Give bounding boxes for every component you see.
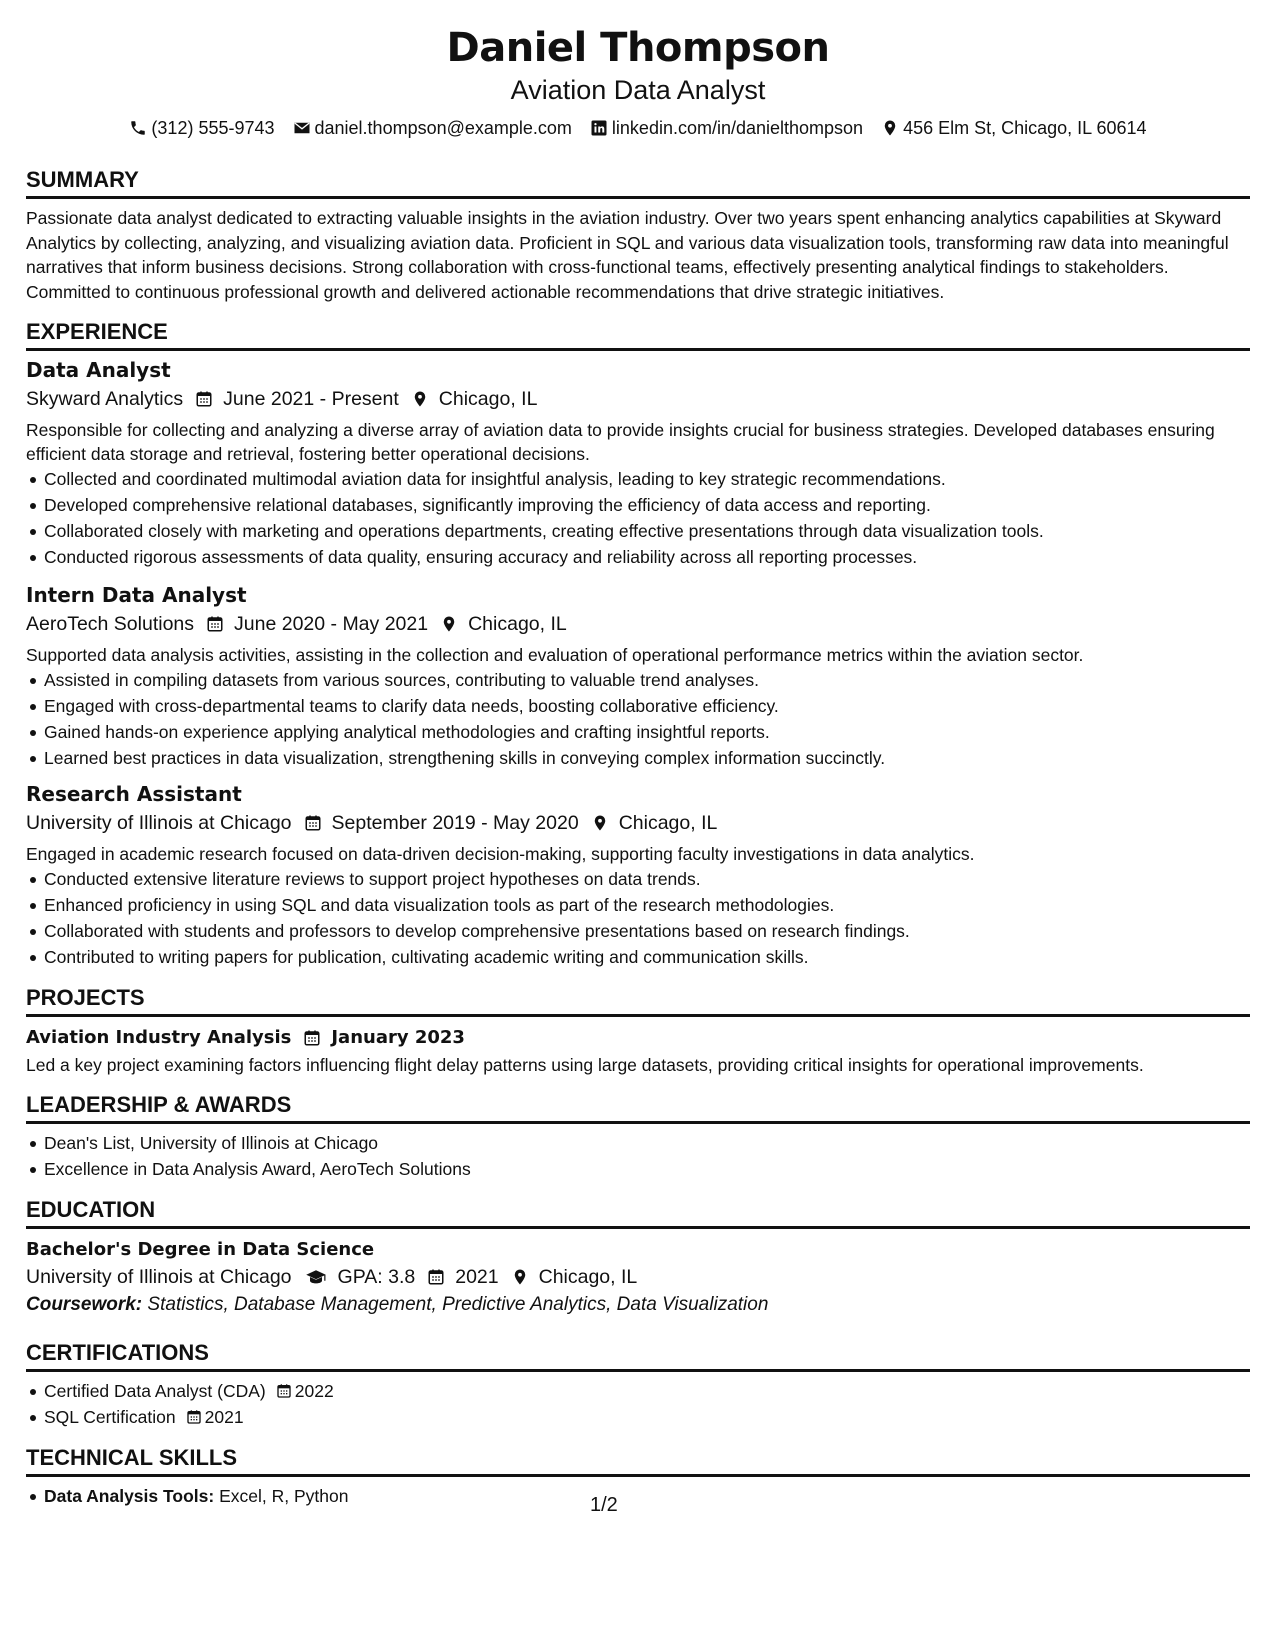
list-item xyxy=(26,1483,1250,1509)
cert-date-group xyxy=(276,1378,334,1404)
section-title: PROJECTS xyxy=(26,984,1250,1017)
job-location: Chicago, IL xyxy=(468,613,567,635)
contact-email[interactable] xyxy=(293,116,572,140)
page-number: 1/2 xyxy=(590,1494,618,1516)
summary-text: Passionate data analyst dedicated to extracting valuable insights in the aviation industry. Over two years spent enhancing analytics capabilities at Skyward Analytics by collecting, analyzing, and visualizing aviation data. Proficient in SQL and various data visualization tools, transforming raw data into meaningful narratives that inform business decisions. Strong collaboration with cross-functional teams, effectively presenting analytical findings to stakeholders. Committed to continuous professional growth and delivered actionable recommendations that drive strategic initiatives. xyxy=(26,208,1229,302)
address-text: 456 Elm St, Chicago, IL 60614 xyxy=(903,118,1147,138)
gpa-group xyxy=(304,1263,416,1291)
job-dates-group xyxy=(195,385,399,413)
candidate-name: Daniel Thompson xyxy=(446,25,830,71)
list-item: Conducted extensive literature reviews to support project hypotheses on data trends. xyxy=(26,866,1250,892)
list-item: Gained hands-on experience applying analytical methodologies and crafting insightful reports. xyxy=(26,719,1250,745)
list-item xyxy=(26,1404,1250,1430)
coursework-label: Coursework: xyxy=(26,1294,143,1315)
project-date: January 2023 xyxy=(331,1027,465,1048)
list-item xyxy=(26,1378,1250,1404)
job-entry xyxy=(26,580,1250,771)
job-bullets xyxy=(26,667,1250,771)
section-title: TECHNICAL SKILLS xyxy=(26,1444,1250,1477)
skills-section xyxy=(26,1444,1250,1509)
resume-page xyxy=(26,22,1250,1509)
cert-date-group xyxy=(186,1404,244,1430)
project-header xyxy=(26,1025,1250,1051)
job-meta xyxy=(26,809,1250,837)
cert-year: 2021 xyxy=(204,1407,244,1427)
calendar-icon xyxy=(303,1029,321,1047)
calendar-icon xyxy=(186,1409,202,1425)
contact-phone xyxy=(129,116,274,140)
list-item: Collected and coordinated multimodal aviation data for insightful analysis, leading to key strategic recommendations. xyxy=(26,466,1250,492)
job-company: AeroTech Solutions xyxy=(26,613,195,635)
skill-label: Data Analysis Tools: xyxy=(44,1486,215,1506)
job-bullets xyxy=(26,866,1250,970)
contact-address xyxy=(881,116,1146,140)
list-item: Developed comprehensive relational databases, significantly improving the efficiency of data access and reporting. xyxy=(26,492,1250,518)
phone-text: (312) 555-9743 xyxy=(151,118,275,138)
map-pin-icon xyxy=(591,814,609,832)
job-title: Intern Data Analyst xyxy=(26,583,247,607)
job-entry xyxy=(26,779,1250,970)
job-company: University of Illinois at Chicago xyxy=(26,812,292,834)
list-item: Learned best practices in data visualization, strengthening skills in conveying complex information succinctly. xyxy=(26,745,1250,771)
edu-location: Chicago, IL xyxy=(538,1266,638,1288)
job-dates: June 2020 - May 2021 xyxy=(234,613,429,635)
edu-year: 2021 xyxy=(455,1266,499,1288)
job-bullets xyxy=(26,466,1250,570)
linkedin-icon xyxy=(590,119,608,137)
experience-section xyxy=(26,318,1250,970)
calendar-icon xyxy=(195,390,213,408)
job-meta xyxy=(26,610,1250,638)
job-description: Responsible for collecting and analyzing a diverse array of aviation data to provide insights crucial for business strategies. Developed databases ensuring efficient data storage and retrieval, fostering better operational decisions. xyxy=(26,420,1215,464)
calendar-icon xyxy=(206,615,224,633)
job-location-group xyxy=(591,809,718,837)
list-item: Excellence in Data Analysis Award, AeroTech Solutions xyxy=(26,1156,1250,1182)
map-pin-icon xyxy=(440,615,458,633)
resume-header xyxy=(26,22,1250,140)
job-location-group xyxy=(411,385,538,413)
job-company: Skyward Analytics xyxy=(26,388,184,410)
project-date-group xyxy=(303,1025,465,1051)
list-item: Engaged with cross-departmental teams to clarify data needs, boosting collaborative efficiency. xyxy=(26,693,1250,719)
map-pin-icon xyxy=(511,1268,529,1286)
cert-year: 2022 xyxy=(294,1381,334,1401)
coursework-text: Statistics, Database Management, Predictive Analytics, Data Visualization xyxy=(147,1294,769,1315)
linkedin-text[interactable]: linkedin.com/in/danielthompson xyxy=(611,118,864,138)
job-meta xyxy=(26,385,1250,413)
cert-name: Certified Data Analyst (CDA) xyxy=(44,1381,266,1401)
project-name: Aviation Industry Analysis xyxy=(26,1027,292,1048)
skills-list xyxy=(26,1483,1250,1509)
edu-year-group xyxy=(427,1263,498,1291)
phone-icon xyxy=(129,119,147,137)
calendar-icon xyxy=(304,814,322,832)
gpa-text: GPA: 3.8 xyxy=(337,1266,416,1288)
cert-row xyxy=(44,1378,1250,1404)
job-dates-group xyxy=(304,809,579,837)
projects-section xyxy=(26,984,1250,1077)
job-location-group xyxy=(440,610,567,638)
cert-row xyxy=(44,1404,1250,1430)
edu-location-group xyxy=(511,1263,638,1291)
skill-value: Excel, R, Python xyxy=(219,1486,349,1506)
job-dates: June 2021 - Present xyxy=(223,388,399,410)
calendar-icon xyxy=(427,1268,445,1286)
leadership-section xyxy=(26,1091,1250,1182)
job-title: Data Analyst xyxy=(26,358,171,382)
coursework-line xyxy=(26,1291,1250,1319)
envelope-icon xyxy=(293,119,311,137)
job-entry xyxy=(26,355,1250,570)
graduation-cap-icon xyxy=(304,1268,328,1286)
section-title: EXPERIENCE xyxy=(26,318,1250,351)
leadership-list xyxy=(26,1130,1250,1182)
section-title: CERTIFICATIONS xyxy=(26,1339,1250,1372)
education-section xyxy=(26,1196,1250,1319)
contact-line xyxy=(26,116,1250,140)
job-title: Research Assistant xyxy=(26,782,242,806)
list-item: Contributed to writing papers for publication, cultivating academic writing and communication skills. xyxy=(26,944,1250,970)
section-title: LEADERSHIP & AWARDS xyxy=(26,1091,1250,1124)
calendar-icon xyxy=(276,1383,292,1399)
map-pin-icon xyxy=(411,390,429,408)
section-title: SUMMARY xyxy=(26,166,1250,199)
education-meta xyxy=(26,1263,1250,1291)
job-location: Chicago, IL xyxy=(618,812,718,834)
map-pin-icon xyxy=(881,119,899,137)
candidate-role: Aviation Data Analyst xyxy=(510,75,766,105)
job-dates: September 2019 - May 2020 xyxy=(331,812,579,834)
job-description: Supported data analysis activities, assisting in the collection and evaluation of operational performance metrics within the aviation sector. xyxy=(26,645,1084,665)
list-item: Collaborated closely with marketing and operations departments, creating effective presentations through data visualization tools. xyxy=(26,518,1250,544)
list-item: Enhanced proficiency in using SQL and data visualization tools as part of the research methodologies. xyxy=(26,892,1250,918)
certifications-list xyxy=(26,1378,1250,1430)
section-title: EDUCATION xyxy=(26,1196,1250,1229)
job-location: Chicago, IL xyxy=(438,388,538,410)
email-text[interactable]: daniel.thompson@example.com xyxy=(314,118,572,138)
certifications-section xyxy=(26,1339,1250,1430)
school-name: University of Illinois at Chicago xyxy=(26,1266,292,1288)
degree-title: Bachelor's Degree in Data Science xyxy=(26,1239,375,1260)
list-item: Assisted in compiling datasets from various sources, contributing to valuable trend analyses. xyxy=(26,667,1250,693)
job-dates-group xyxy=(206,610,428,638)
job-description: Engaged in academic research focused on data-driven decision-making, supporting faculty investigations in data analytics. xyxy=(26,844,975,864)
list-item: Conducted rigorous assessments of data quality, ensuring accuracy and reliability across all reporting processes. xyxy=(26,544,1250,570)
list-item: Collaborated with students and professors to develop comprehensive presentations based on research findings. xyxy=(26,918,1250,944)
cert-name: SQL Certification xyxy=(44,1407,176,1427)
summary-section xyxy=(26,166,1250,304)
list-item: Dean's List, University of Illinois at Chicago xyxy=(26,1130,1250,1156)
project-description: Led a key project examining factors influencing flight delay patterns using large datasets, providing critical insights for operational improvements. xyxy=(26,1055,1144,1075)
contact-linkedin[interactable] xyxy=(590,116,863,140)
